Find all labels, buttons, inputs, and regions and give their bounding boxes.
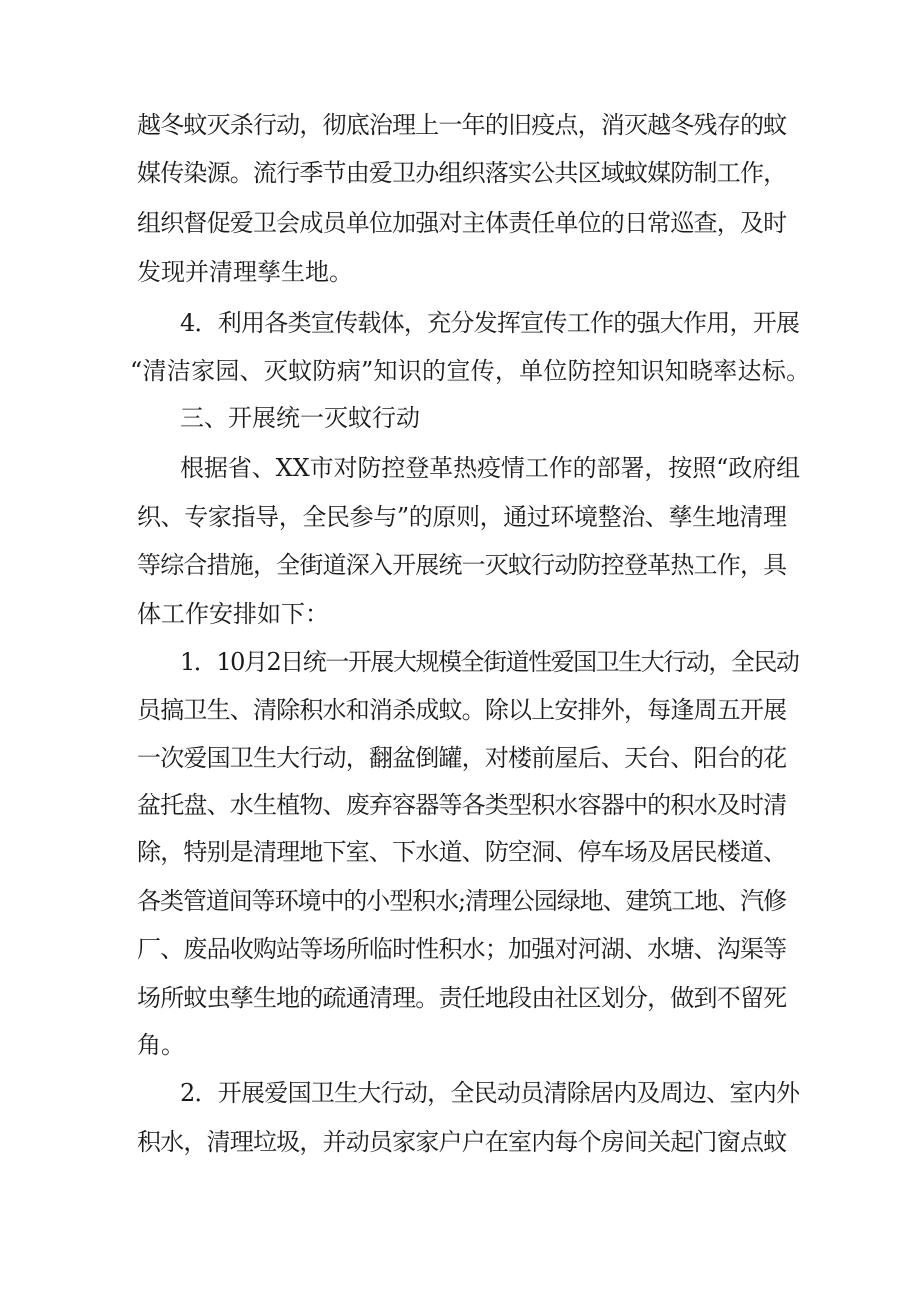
paragraph-line: 根据省、XX市对防控登革热疫情工作的部署，按照“政府组 xyxy=(180,454,801,482)
paragraph-line: 积水，清理垃圾，并动员家家户户在室内每个房间关起门窗点蚊 xyxy=(137,1128,787,1156)
paragraph-line: 媒传染源。流行季节由爱卫办组织落实公共区域蚊媒防制工作， xyxy=(137,159,787,187)
paragraph-line: 一次爱国卫生大行动，翻盆倒罐，对楼前屋后、天台、阳台的花 xyxy=(137,744,787,772)
paragraph-line: 2．开展爱国卫生大行动，全民动员清除居内及周边、室内外 xyxy=(180,1079,800,1107)
paragraph-line: 角。 xyxy=(137,1031,185,1059)
paragraph-line: 等综合措施，全街道深入开展统一灭蚊行动防控登革热工作，具 xyxy=(137,551,787,579)
section-heading: 三、开展统一灭蚊行动 xyxy=(180,404,420,432)
paragraph-line: 员搞卫生、清除积水和消杀成蚊。除以上安排外，每逢周五开展 xyxy=(137,696,787,724)
paragraph-line: “清洁家园、灭蚊防病”知识的宣传，单位防控知识知晓率达标。 xyxy=(130,357,811,385)
paragraph-line: 越冬蚊灭杀行动，彻底治理上一年的旧疫点，消灭越冬残存的蚊 xyxy=(137,111,787,139)
paragraph-line: 体工作安排如下： xyxy=(137,600,329,628)
paragraph-line: 发现并清理孳生地。 xyxy=(137,258,353,286)
paragraph-line: 1．10月2日统一开展大规模全街道性爱国卫生大行动，全民动 xyxy=(180,648,799,676)
paragraph-line: 组织督促爱卫会成员单位加强对主体责任单位的日常巡查，及时 xyxy=(137,209,787,237)
paragraph-line: 厂、废品收购站等场所临时性积水；加强对河湖、水塘、沟渠等 xyxy=(137,935,787,963)
paragraph-line: 织、专家指导，全民参与”的原则，通过环境整治、孳生地清理 xyxy=(137,503,787,531)
paragraph-line: 各类管道间等环境中的小型积水;清理公园绿地、建筑工地、汽修 xyxy=(137,887,787,915)
paragraph-line: 盆托盘、水生植物、废弃容器等各类型积水容器中的积水及时清 xyxy=(137,791,787,819)
paragraph-line: 场所蚊虫孳生地的疏通清理。责任地段由社区划分，做到不留死 xyxy=(137,984,787,1012)
paragraph-line: 除，特别是清理地下室、下水道、防空洞、停车场及居民楼道、 xyxy=(137,838,787,866)
paragraph-line: 4．利用各类宣传载体，充分发挥宣传工作的强大作用，开展 xyxy=(180,309,800,337)
